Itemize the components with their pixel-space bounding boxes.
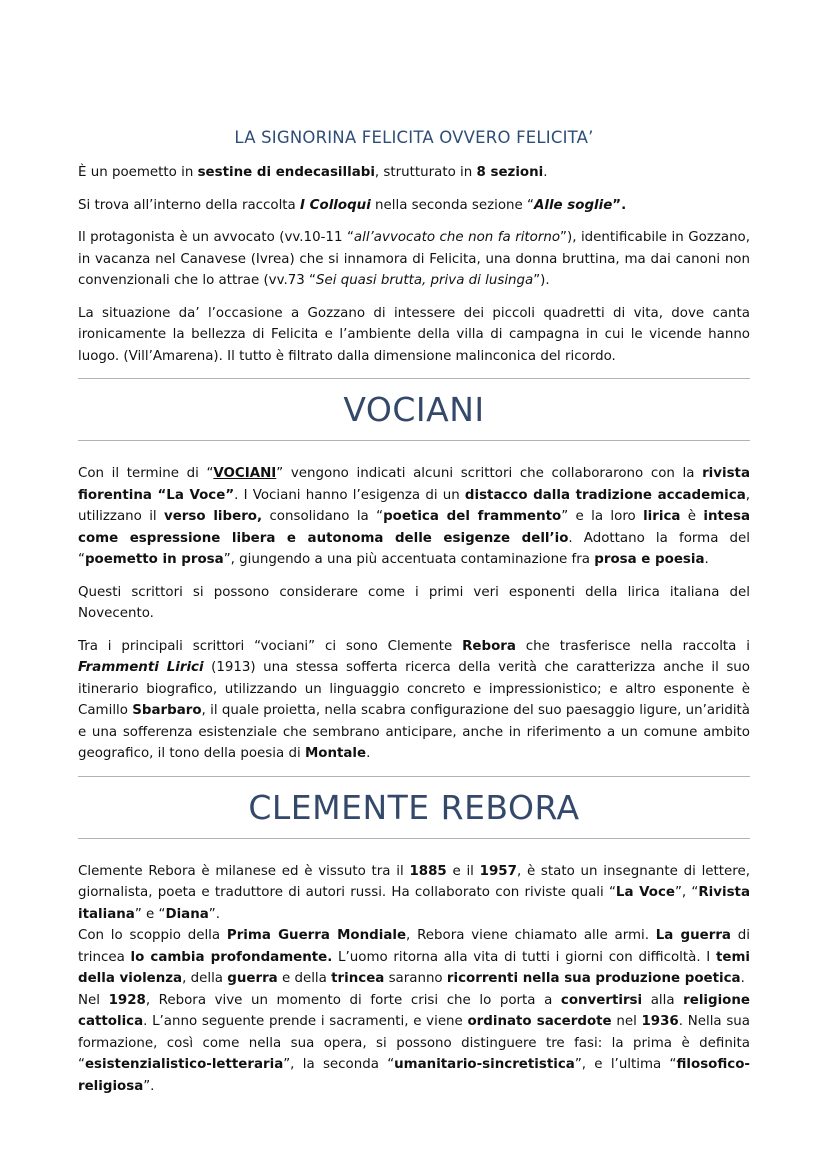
paragraph-raccolta: Si trova all’interno della raccolta I Colloqui nella seconda sezione “Alle soglie”. <box>78 197 627 213</box>
section-heading-vociani: VOCIANI <box>343 390 485 429</box>
paragraph-situazione: La situazione da’ l’occasione a Gozzano di intessere dei piccoli quadretti di vita, dove canta ironicamente la bellezza di Felicita e l’ambiente della villa di campagna in cui le vicende hanno luogo. (Vill’Amarena). Il tutto è filtrato dalla dimensione malinconica del ricordo. <box>78 305 750 364</box>
paragraph-esponenti: Questi scrittori si possono considerare come i primi veri esponenti della lirica italiana del Novecento. <box>78 584 750 621</box>
paragraph-principali-scrittori: Tra i principali scrittori “vociani” ci sono Clemente Rebora che trasferisce nella raccolta i Frammenti Lirici (1913) una stessa sofferta ricerca della verità che caratterizza anche il suo itinerario biografico, utilizzando un linguaggio concreto e impressionistico; e altro esponente è Camillo Sbarbaro, il quale proietta, nella scabra configurazione del suo paesaggio ligure, un’aridità e una sofferenza esistenziale che sembrano anticipare, anche in riferimento a un comune ambito geografico, il tono della poesia di Montale. <box>78 638 750 761</box>
page-content <box>78 128 750 1097</box>
paragraph-protagonista: Il protagonista è un avvocato (vv.10-11 “all’avvocato che non fa ritorno”), identificabile in Gozzano, in vacanza nel Canavese (Ivrea) che si innamora di Felicita, una donna bruttina, ma dai canoni non convenzionali che lo attrae (vv.73 “Sei quasi brutta, priva di lusinga”). <box>78 230 750 288</box>
paragraph-rebora-guerra: Con lo scoppio della Prima Guerra Mondiale, Rebora viene chiamato alle armi. La guerra di trincea lo cambia profondamente. L’uomo ritorna alla vita di tutti i giorni con difficoltà. I temi della violenza, della guerra e della trincea saranno ricorrenti nella sua produzione poetica. <box>78 928 750 986</box>
paragraph-vociani-intro: Con il termine di “VOCIANI” vengono indicati alcuni scrittori che collaborarono con la rivista fiorentina “La Voce”. I Vociani hanno l’esigenza di un distacco dalla tradizione accademica, utilizzano il verso libero, consolidano la “poetica del frammento” e la loro lirica è intesa come espressione libera e autonoma delle esigenze dell’io. Adottano la forma del “poemetto in prosa”, giungendo a una più accentuata contaminazione fra prosa e poesia. <box>78 466 751 567</box>
section-title-signorina-felicita: LA SIGNORINA FELICITA OVVERO FELICITA’ <box>234 128 594 147</box>
paragraph-poemetto: È un poemetto in sestine di endecasillabi, strutturato in 8 sezioni. <box>78 165 548 180</box>
paragraph-rebora-bio: Clemente Rebora è milanese ed è vissuto tra il 1885 e il 1957, è stato un insegnante di lettere, giornalista, poeta e traduttore di autori russi. Ha collaborato con riviste quali “La Voce”, “Rivista italiana” e “Diana”. <box>78 863 750 922</box>
paragraph-rebora-conversione: Nel 1928, Rebora vive un momento di forte crisi che lo porta a convertirsi alla religione cattolica. L’anno seguente prende i sacramenti, e viene ordinato sacerdote nel 1936. Nella sua formazione, così come nella sua opera, si possono distinguere tre fasi: la prima è definita “esistenzialistico-letteraria”, la seconda “umanitario-sincretistica”, e l’ultima “filosofico-religiosa”. <box>78 992 750 1094</box>
section-heading-clemente-rebora: CLEMENTE REBORA <box>248 787 580 827</box>
